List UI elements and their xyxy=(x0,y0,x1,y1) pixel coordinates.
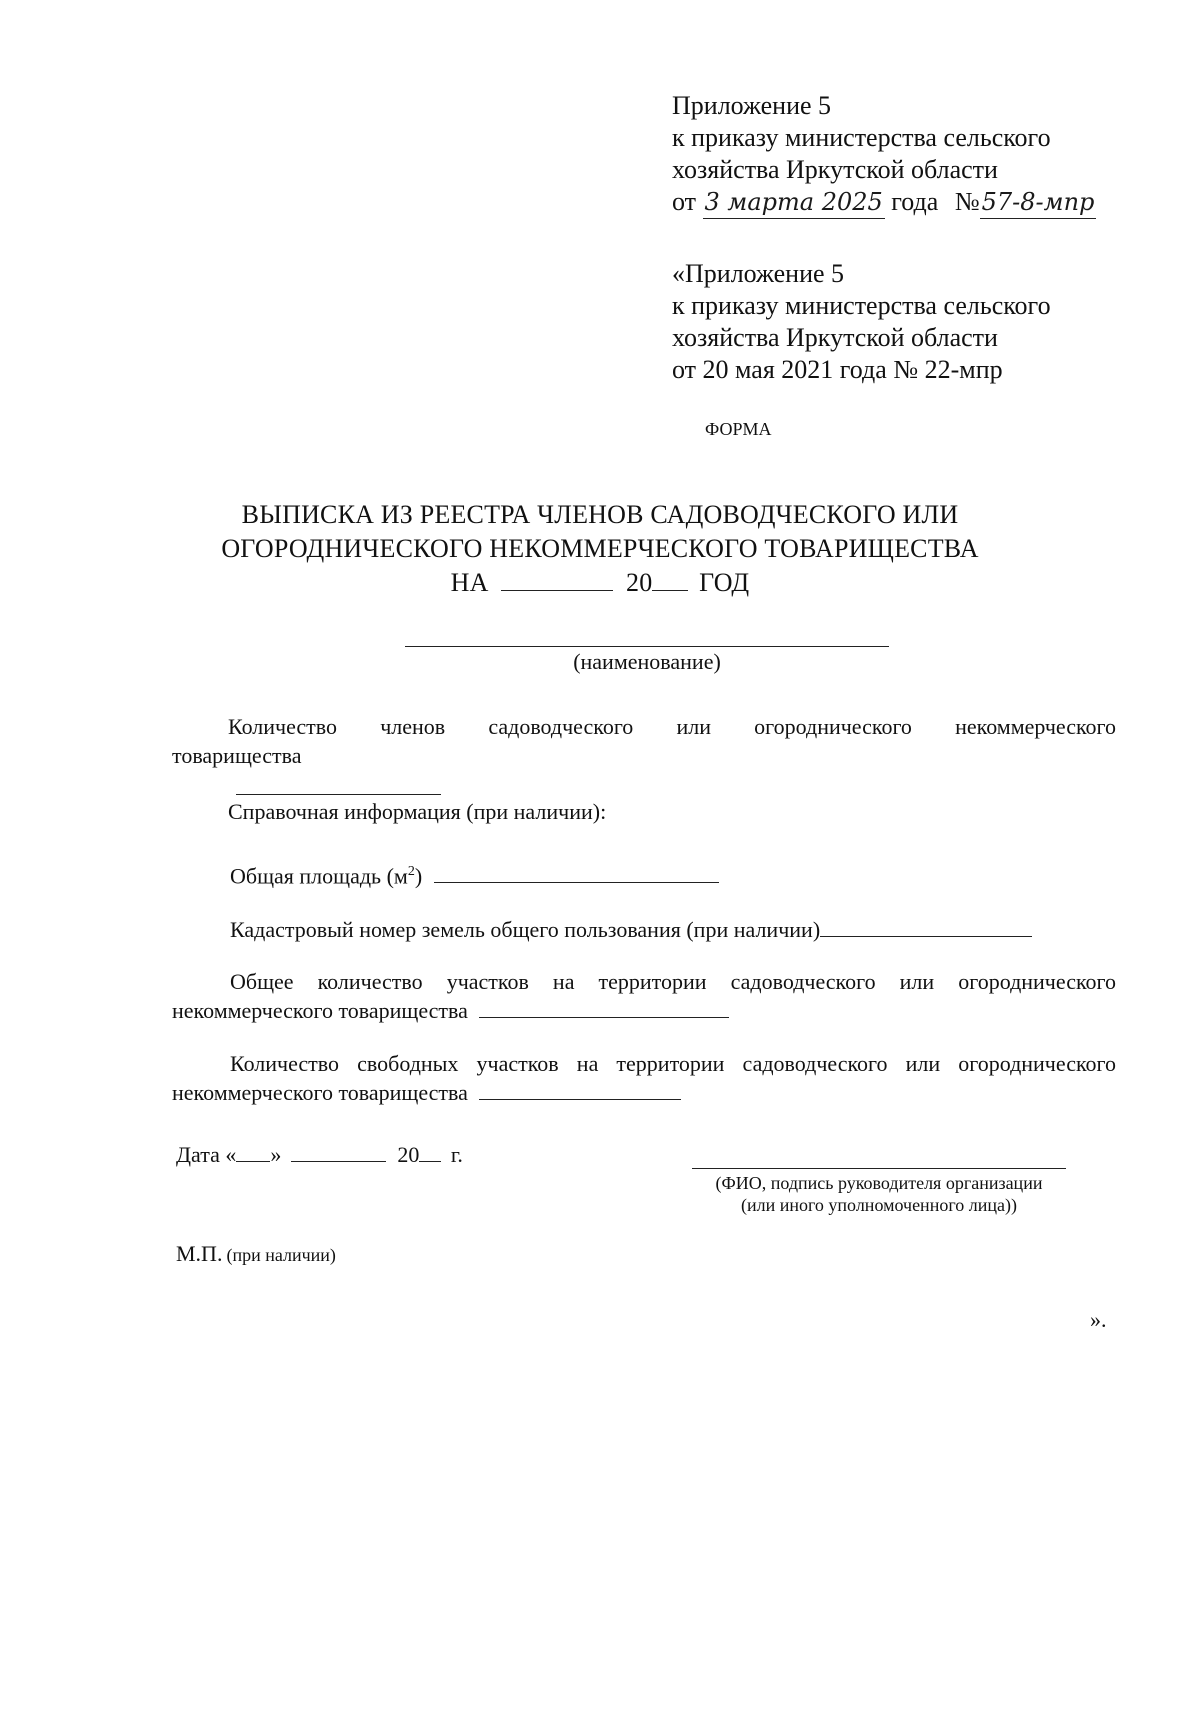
cadastral-label: Кадастровый номер земель общего пользования (при наличии) xyxy=(230,917,821,942)
area-blank xyxy=(434,882,719,883)
title-na: НА xyxy=(450,568,489,597)
members-word-3: садоводческого xyxy=(488,714,634,739)
free-plots-line-2 xyxy=(172,1079,681,1107)
number-sign: № xyxy=(954,187,980,216)
date-close-quote: » xyxy=(270,1142,282,1167)
quoted-ministry-line: хозяйства Иркутской области xyxy=(672,323,998,352)
title-period-blank xyxy=(501,590,613,591)
quoted-date-line: от 20 мая 2021 года № 22-мпр xyxy=(672,355,1003,384)
year-word: года xyxy=(891,187,939,216)
cadastral-line xyxy=(230,916,1032,944)
date-year-prefix: 20 xyxy=(397,1142,420,1167)
document-title xyxy=(150,498,1050,600)
total-plots-line-1: Общее количество участков на территории садоводческого или огороднического xyxy=(230,969,1116,994)
members-word-1: Количество xyxy=(228,714,338,739)
title-line-2: ОГОРОДНИЧЕСКОГО НЕКОММЕРЧЕСКОГО ТОВАРИЩЕСТВА xyxy=(221,534,979,563)
handwritten-number: 57-8-мпр xyxy=(980,186,1097,219)
organization-name-line xyxy=(405,646,889,647)
title-year-prefix: 20 xyxy=(626,568,653,597)
total-plots-label: некоммерческого товарищества xyxy=(172,998,468,1023)
area-line xyxy=(230,858,719,890)
stamp-note: (при наличии) xyxy=(226,1245,336,1265)
signature-line xyxy=(692,1168,1066,1169)
total-plots-line-2 xyxy=(172,997,729,1025)
members-word-5: огороднического xyxy=(754,714,912,739)
area-close: ) xyxy=(414,863,423,889)
title-line-1: ВЫПИСКА ИЗ РЕЕСТРА ЧЛЕНОВ САДОВОДЧЕСКОГО ИЛИ xyxy=(241,500,959,529)
free-plots-label: некоммерческого товарищества xyxy=(172,1080,468,1105)
appendix-label: Приложение 5 xyxy=(672,91,832,120)
members-count-blank xyxy=(236,794,441,795)
quoted-appendix-header xyxy=(672,258,1051,386)
quoted-appendix-label: «Приложение 5 xyxy=(672,259,845,288)
date-year-suffix: г. xyxy=(450,1142,463,1167)
date-day-blank xyxy=(236,1161,270,1162)
quoted-order-line: к приказу министерства сельского xyxy=(672,291,1051,320)
signature-caption-line-1: (ФИО, подпись руководителя организации xyxy=(715,1173,1043,1193)
date-label: Дата « xyxy=(176,1142,237,1167)
stamp-mp: М.П. xyxy=(176,1241,223,1266)
title-god: ГОД xyxy=(699,568,750,597)
cadastral-blank xyxy=(820,936,1032,937)
title-year-blank xyxy=(652,590,688,591)
name-caption: (наименование) xyxy=(573,649,721,674)
appendix-order-line: к приказу министерства сельского xyxy=(672,123,1051,152)
title-line-3 xyxy=(150,566,1050,600)
area-superscript: 2 xyxy=(407,864,415,879)
form-label: ФОРМА xyxy=(705,419,772,439)
date-row xyxy=(176,1141,463,1169)
members-count-line-2: товарищества xyxy=(172,743,302,768)
free-plots-blank xyxy=(479,1099,681,1100)
total-plots-blank xyxy=(479,1017,729,1018)
members-word-6: некоммерческого xyxy=(955,714,1117,739)
appendix-header xyxy=(672,90,1096,219)
handwritten-date: 3 марта 2025 xyxy=(703,186,885,219)
date-month-blank xyxy=(291,1161,386,1162)
members-word-2: членов xyxy=(380,714,446,739)
appendix-date-line xyxy=(672,186,1096,219)
appendix-ministry-line: хозяйства Иркутской области xyxy=(672,155,998,184)
members-word-4: или xyxy=(676,714,711,739)
reference-info-label: Справочная информация (при наличии): xyxy=(228,799,607,824)
signature-caption xyxy=(672,1172,1086,1216)
members-count-line-1 xyxy=(228,713,1116,741)
signature-caption-line-2: (или иного уполномоченного лица)) xyxy=(740,1195,1017,1215)
free-plots-line-1: Количество свободных участков на территории садоводческого или огороднического xyxy=(230,1051,1116,1076)
stamp-line xyxy=(176,1240,336,1268)
closing-quote-mark: ». xyxy=(1090,1307,1107,1332)
area-label: Общая площадь (м xyxy=(230,863,408,889)
from-prefix: от xyxy=(672,187,697,216)
date-year-blank xyxy=(419,1161,441,1162)
